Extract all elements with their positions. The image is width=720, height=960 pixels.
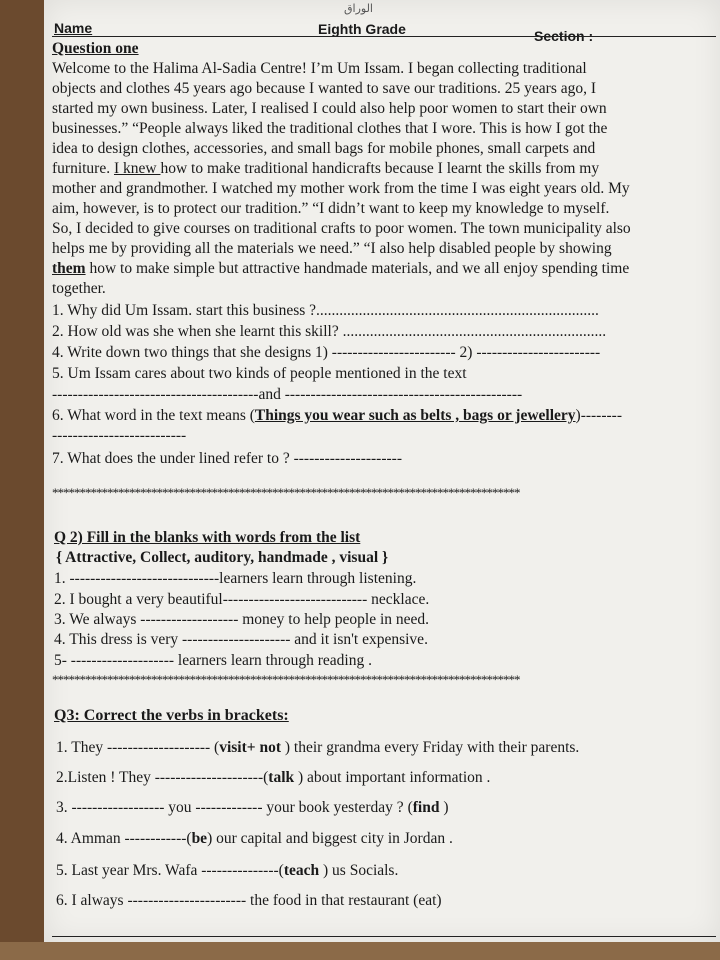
passage-line: idea to design clothes, accessories, and small bags for mobile phones, small carpets and	[52, 140, 596, 157]
name-label: Name	[54, 20, 93, 36]
q3-item	[56, 768, 490, 788]
question-6-blank: --------------------------	[52, 427, 187, 444]
underlined-phrase: I knew	[113, 160, 161, 177]
q3-item	[56, 891, 442, 911]
question-4: 4. Write down two things that she designs 1) ------------------------ 2) ------------------------	[52, 344, 601, 361]
q3-item-text: ) about important information .	[294, 769, 491, 786]
q3-verb: find	[412, 799, 440, 816]
q3-item-text: 2.Listen ! They ---------------------(	[56, 769, 269, 786]
passage-line: mother and grandmother. I watched my mother work from the time I was eight years old. My	[52, 180, 630, 197]
question-6	[52, 406, 622, 426]
passage-line: objects and clothes 45 years ago because I wanted to save our traditions. 25 years ago, I	[52, 80, 597, 97]
q3-verb: teach	[283, 862, 320, 879]
q3-item-text: 1. They -------------------- (	[56, 739, 220, 756]
q2-item: 1. -----------------------------learners learn through listening.	[54, 570, 417, 587]
worksheet	[44, 0, 720, 942]
passage-line: businesses.” “People always liked the traditional clothes that I wore. This is how I got the	[52, 120, 608, 137]
q2-item: 4. This dress is very --------------------- and it isn't expensive.	[54, 631, 428, 648]
underlined-word: them	[52, 260, 86, 277]
q2-title: Q 2) Fill in the blanks with words from the list	[54, 529, 361, 546]
q3-item	[56, 829, 453, 849]
q3-item-text: ) us Socials.	[319, 862, 399, 879]
question-5-blanks: ----------------------------------------and ----------------------------------------------	[52, 386, 523, 403]
question-2: 2. How old was she when she learnt this skill? ....................................................................	[52, 323, 607, 340]
passage-line: started my own business. Later, I realised I could also help poor women to start their own	[52, 100, 607, 117]
desk-edge	[0, 942, 720, 960]
question-6-tail: )--------	[575, 407, 622, 424]
q3-item	[56, 738, 579, 758]
passage-line-rest: how to make simple but attractive handmade materials, and we all enjoy spending time	[85, 260, 630, 277]
header-rule	[52, 36, 716, 37]
grade-label: Eighth Grade	[318, 21, 406, 37]
question-7: 7. What does the under lined refer to ? ---------------------	[52, 450, 402, 467]
q3-item	[56, 861, 398, 881]
q3-item-text: ) our capital and biggest city in Jordan .	[207, 830, 453, 847]
q3-verb: talk	[268, 769, 295, 786]
q3-verb: be	[191, 830, 208, 847]
footer-rule	[52, 936, 716, 937]
passage-line: aim, however, is to protect our tradition.” “I didn’t want to keep my knowledge to myself.	[52, 200, 610, 217]
q2-item: 3. We always ------------------- money to help people in need.	[54, 611, 430, 628]
q2-item: 2. I bought a very beautiful---------------------------- necklace.	[54, 591, 430, 608]
star-divider: *************************************************************************************	[52, 672, 520, 687]
passage-line-underlined-word	[52, 259, 629, 279]
section-label: Section :	[534, 28, 594, 44]
passage-line: Welcome to the Halima Al-Sadia Centre! I’m Um Issam. I began collecting traditional	[52, 60, 587, 77]
q2-word-list: { Attractive, Collect, auditory, handmade , visual }	[56, 549, 389, 566]
question-5: 5. Um Issam cares about two kinds of people mentioned in the text	[52, 365, 467, 382]
passage-line-start: furniture.	[52, 160, 114, 177]
passage-line: together.	[52, 280, 106, 297]
q3-verb: visit+ not	[219, 739, 282, 756]
question-6-start: 6. What word in the text means (	[52, 407, 255, 424]
passage-line-underlined	[52, 159, 599, 179]
star-divider: *************************************************************************************	[52, 485, 520, 500]
q3-item-text: 5. Last year Mrs. Wafa ---------------(	[56, 862, 284, 879]
q2-item: 5- -------------------- learners learn through reading .	[54, 652, 372, 669]
passage-line: helps me by providing all the materials we need.” “I also help disabled people by showing	[52, 240, 612, 257]
q3-item-text: ) their grandma every Friday with their parents.	[281, 739, 580, 756]
question-6-definition: Things you wear such as belts , bags or jewellery	[254, 407, 576, 424]
q3-title: Q3: Correct the verbs in brackets:	[54, 707, 289, 724]
logo-text: الوراق	[344, 2, 373, 15]
question-one-title: Question one	[52, 40, 139, 57]
q3-item-text: 3. ------------------ you ------------- your book yesterday ? (	[56, 799, 413, 816]
passage-line-rest: how to make traditional handicrafts because I learnt the skills from my	[160, 160, 600, 177]
passage-line: So, I decided to give courses on traditional crafts to poor women. The town municipality also	[52, 220, 631, 237]
question-1: 1. Why did Um Issam. start this business ?.........................................................................	[52, 302, 599, 319]
q3-item-text: 6. I always ----------------------- the food in that restaurant (eat)	[56, 892, 442, 909]
q3-item-text: 4. Amman ------------(	[56, 830, 192, 847]
q3-item	[56, 798, 449, 818]
q3-item-text: )	[439, 799, 449, 816]
